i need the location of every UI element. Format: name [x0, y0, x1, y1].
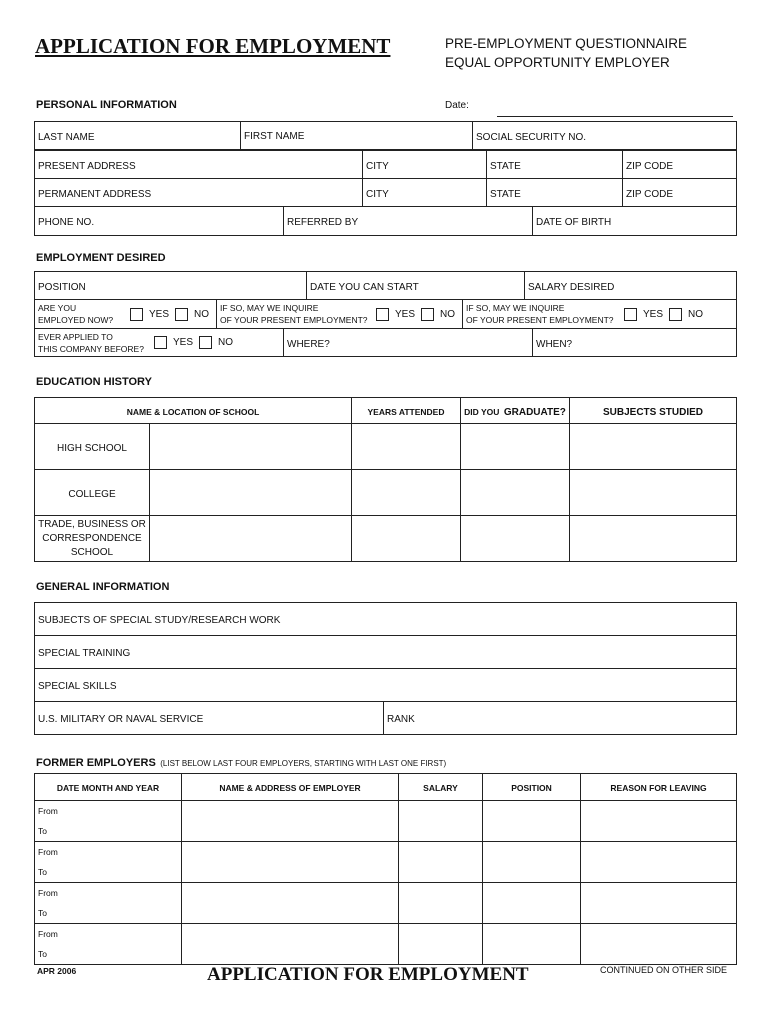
employed-now-cell [35, 300, 217, 329]
permanent-zip-field[interactable] [623, 179, 737, 207]
present-address-label: PRESENT ADDRESS [38, 160, 136, 172]
inquire-line2: OF YOUR PRESENT EMPLOYMENT? [220, 315, 368, 325]
present-address-field[interactable] [35, 151, 363, 179]
inquire-no-checkbox[interactable] [421, 308, 434, 321]
ssn-label: SOCIAL SECURITY NO. [476, 131, 587, 143]
former-employers-note: (LIST BELOW LAST FOUR EMPLOYERS, STARTING WITH LAST ONE FIRST) [160, 759, 447, 768]
college-years-field[interactable] [352, 470, 461, 516]
phone-field[interactable] [35, 207, 284, 236]
trade-school-row-label: TRADE, BUSINESS OR CORRESPONDENCE SCHOOL [35, 516, 150, 562]
to-label: To [38, 908, 47, 918]
employer-3-position-field[interactable] [483, 883, 581, 924]
education-table [34, 397, 737, 562]
form-revision-date: APR 2006 [37, 966, 77, 976]
employer-3-name-field[interactable] [182, 883, 399, 924]
continued-note: CONTINUED ON OTHER SIDE [600, 965, 728, 975]
high-school-name-field[interactable] [150, 424, 352, 470]
employer-1-reason-field[interactable] [581, 801, 737, 842]
start-date-field[interactable] [307, 272, 525, 300]
college-name-field[interactable] [150, 470, 352, 516]
yes-label: YES [173, 337, 194, 348]
col-years-header: YEARS ATTENDED [352, 398, 461, 424]
employer-4-name-field[interactable] [182, 924, 399, 965]
yes-label: YES [149, 308, 170, 320]
employed-no-checkbox[interactable] [175, 308, 188, 321]
personal-info-row1 [34, 121, 737, 150]
employment-row2 [34, 299, 737, 329]
section-employment-desired: EMPLOYMENT DESIRED [36, 252, 166, 264]
employer-3-reason-field[interactable] [581, 883, 737, 924]
employer-3-salary-field[interactable] [399, 883, 483, 924]
date-line[interactable] [497, 116, 733, 117]
college-subjects-field[interactable] [570, 470, 737, 516]
inquire2-line1: IF SO, MAY WE INQUIRE [466, 303, 565, 313]
present-zip-field[interactable] [623, 151, 737, 179]
applied-before-cell [35, 329, 284, 357]
from-label: From [38, 847, 58, 857]
applied-no-checkbox[interactable] [199, 336, 212, 349]
employer-2-dates[interactable] [35, 842, 182, 883]
special-study-field[interactable] [35, 603, 737, 636]
employment-row3 [34, 328, 737, 357]
yes-label: YES [395, 308, 416, 320]
last-name-field[interactable] [35, 122, 241, 150]
present-state-field[interactable] [487, 151, 623, 179]
referred-by-label: REFERRED BY [287, 217, 359, 228]
employed-now-line1: ARE YOU [38, 303, 77, 313]
footer-title: APPLICATION FOR EMPLOYMENT [207, 964, 529, 985]
dob-label: DATE OF BIRTH [536, 217, 612, 228]
employed-now-line2: EMPLOYED NOW? [38, 315, 114, 325]
military-service-field[interactable] [35, 702, 384, 735]
col-subjects-header: SUBJECTS STUDIED [570, 398, 737, 424]
start-date-label: DATE YOU CAN START [310, 281, 419, 293]
city-label: CITY [366, 188, 389, 200]
to-label: To [38, 867, 47, 877]
section-personal-information: PERSONAL INFORMATION [36, 99, 177, 111]
where-field[interactable] [284, 329, 533, 357]
high-school-years-field[interactable] [352, 424, 461, 470]
military-service-label: U.S. MILITARY OR NAVAL SERVICE [38, 714, 204, 725]
employer-2-name-field[interactable] [182, 842, 399, 883]
col-reason-header: REASON FOR LEAVING [581, 774, 737, 801]
employer-4-salary-field[interactable] [399, 924, 483, 965]
college-row-label: COLLEGE [35, 470, 150, 516]
inquire-cell [217, 300, 463, 329]
applied-line1: EVER APPLIED TO [38, 331, 113, 342]
special-skills-label: SPECIAL SKILLS [38, 681, 117, 692]
inquire2-cell [463, 300, 737, 329]
form-title: APPLICATION FOR EMPLOYMENT [35, 34, 391, 58]
permanent-address-label: PERMANENT ADDRESS [38, 188, 152, 200]
state-label: STATE [490, 160, 521, 172]
col-graduate-header: DID YOU GRADUATE? [461, 398, 570, 424]
permanent-address-field[interactable] [35, 179, 363, 207]
last-name-label: LAST NAME [38, 131, 95, 143]
when-label: WHEN? [536, 339, 573, 350]
employment-row1 [34, 271, 737, 300]
subtitle-eoe: EQUAL OPPORTUNITY EMPLOYER [445, 55, 670, 70]
rank-field[interactable] [384, 702, 737, 735]
salary-desired-label: SALARY DESIRED [528, 281, 615, 293]
employer-1-name-field[interactable] [182, 801, 399, 842]
permanent-city-field[interactable] [363, 179, 487, 207]
zip-label: ZIP CODE [626, 188, 674, 200]
applied-line2: THIS COMPANY BEFORE? [38, 343, 144, 354]
employer-2-reason-field[interactable] [581, 842, 737, 883]
phone-label: PHONE NO. [38, 217, 95, 228]
trade-graduate-field[interactable] [461, 516, 570, 562]
trade-subjects-field[interactable] [570, 516, 737, 562]
col-date-header: DATE MONTH AND YEAR [35, 774, 182, 801]
personal-info-phone [34, 206, 737, 236]
inquire2-no-checkbox[interactable] [669, 308, 682, 321]
col-salary-header: SALARY [399, 774, 483, 801]
special-skills-field[interactable] [35, 669, 737, 702]
special-study-label: SUBJECTS OF SPECIAL STUDY/RESEARCH WORK [38, 615, 281, 626]
date-label: Date: [445, 100, 469, 111]
section-former-employers: FORMER EMPLOYERS [36, 757, 156, 769]
yes-label: YES [643, 308, 664, 320]
dob-field[interactable] [533, 207, 737, 236]
position-field[interactable] [35, 272, 307, 300]
employer-1-position-field[interactable] [483, 801, 581, 842]
where-label: WHERE? [287, 339, 330, 350]
no-label: NO [688, 308, 704, 320]
first-name-label: FIRST NAME [244, 131, 305, 142]
trade-years-field[interactable] [352, 516, 461, 562]
no-label: NO [194, 308, 210, 320]
employer-1-salary-field[interactable] [399, 801, 483, 842]
employer-2-salary-field[interactable] [399, 842, 483, 883]
permanent-state-field[interactable] [487, 179, 623, 207]
inquire2-yes-checkbox[interactable] [624, 308, 637, 321]
col-employer-header: NAME & ADDRESS OF EMPLOYER [182, 774, 399, 801]
college-graduate-field[interactable] [461, 470, 570, 516]
inquire-line1: IF SO, MAY WE INQUIRE [220, 303, 319, 313]
employer-4-position-field[interactable] [483, 924, 581, 965]
high-school-subjects-field[interactable] [570, 424, 737, 470]
employed-yes-checkbox[interactable] [130, 308, 143, 321]
inquire-yes-checkbox[interactable] [376, 308, 389, 321]
section-general-information: GENERAL INFORMATION [36, 581, 170, 593]
col-school-header: NAME & LOCATION OF SCHOOL [35, 398, 352, 424]
first-name-field[interactable] [241, 122, 473, 150]
trade-name-field[interactable] [150, 516, 352, 562]
salary-desired-field[interactable] [525, 272, 737, 300]
inquire2-line2: OF YOUR PRESENT EMPLOYMENT? [466, 315, 614, 325]
no-label: NO [440, 308, 456, 320]
former-employers-table [34, 773, 737, 965]
when-field[interactable] [533, 329, 737, 357]
subtitle-questionnaire: PRE-EMPLOYMENT QUESTIONNAIRE [445, 36, 688, 51]
high-school-row-label: HIGH SCHOOL [35, 424, 150, 470]
from-label: From [38, 888, 58, 898]
zip-label: ZIP CODE [626, 160, 674, 172]
from-label: From [38, 929, 58, 939]
special-training-field[interactable] [35, 636, 737, 669]
referred-by-field[interactable] [284, 207, 533, 236]
ssn-field[interactable] [473, 122, 737, 150]
employer-2-position-field[interactable] [483, 842, 581, 883]
general-info-table [34, 602, 737, 735]
city-label: CITY [366, 160, 389, 172]
from-label: From [38, 806, 58, 816]
employer-3-dates[interactable] [35, 883, 182, 924]
employer-4-dates[interactable] [35, 924, 182, 965]
rank-label: RANK [387, 714, 415, 725]
present-city-field[interactable] [363, 151, 487, 179]
to-label: To [38, 826, 47, 836]
personal-info-address [34, 150, 737, 207]
no-label: NO [218, 337, 234, 348]
applied-yes-checkbox[interactable] [154, 336, 167, 349]
col-position-header: POSITION [483, 774, 581, 801]
position-label: POSITION [38, 281, 86, 293]
state-label: STATE [490, 188, 521, 200]
employer-1-dates[interactable] [35, 801, 182, 842]
section-education-history: EDUCATION HISTORY [36, 376, 152, 388]
to-label: To [38, 949, 47, 959]
special-training-label: SPECIAL TRAINING [38, 648, 131, 659]
employer-4-reason-field[interactable] [581, 924, 737, 965]
high-school-graduate-field[interactable] [461, 424, 570, 470]
former-employers-heading [36, 753, 446, 771]
